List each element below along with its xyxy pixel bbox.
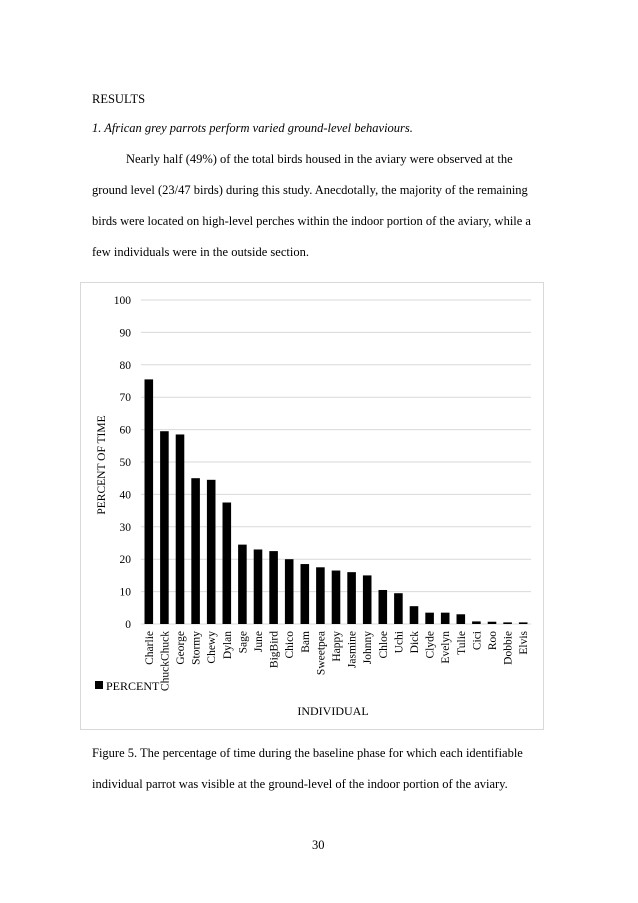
x-tick-label: Elvis [518, 631, 531, 655]
paragraph-line-1: Nearly half (49%) of the total birds housed in the aviary were observed at the [126, 152, 513, 166]
bar-chloe [379, 590, 388, 624]
y-tick-label: 100 [113, 295, 131, 307]
bar-dick [410, 606, 419, 624]
y-tick-label: 20 [119, 554, 131, 567]
x-tick-label: Clyde [424, 631, 437, 659]
bar-stormy [191, 478, 200, 624]
y-tick-label: 60 [119, 424, 131, 437]
page-number: 30 [312, 838, 325, 852]
figure-caption-line-2: individual parrot was visible at the ground-level of the indoor portion of the aviary. [92, 777, 508, 791]
paragraph-line-4: few individuals were in the outside section. [92, 245, 309, 259]
x-tick-label: Stormy [190, 631, 203, 665]
x-tick-label: Jasmine [346, 631, 359, 669]
bar-evelyn [441, 613, 450, 624]
bar-cici [472, 621, 481, 624]
figure-caption-line-1: Figure 5. The percentage of time during the baseline phase for which each identifiable [92, 746, 523, 760]
legend-swatch [95, 681, 103, 689]
bar-sweetpea [316, 567, 325, 624]
x-tick-label: Chewy [206, 631, 219, 664]
bar-jasmine [347, 572, 356, 624]
y-tick-label: 50 [119, 457, 131, 469]
x-tick-label: Roo [487, 631, 499, 651]
x-tick-label: June [253, 631, 265, 653]
bar-bam [301, 564, 310, 624]
subsection-heading: 1. African grey parrots perform varied ground-level behaviours. [92, 121, 413, 135]
bar-johnny [363, 575, 372, 624]
bar-bigbird [269, 551, 278, 624]
bar-charlie [145, 379, 154, 624]
bar-tulie [457, 614, 466, 624]
x-tick-label: Chloe [377, 631, 390, 659]
bar-chart [80, 282, 544, 730]
x-tick-label: Johnny [362, 631, 375, 665]
x-tick-label: Dylan [221, 631, 234, 660]
y-tick-label: 0 [125, 619, 131, 631]
bar-happy [332, 571, 341, 624]
x-tick-label: BigBird [268, 631, 281, 669]
bar-june [254, 549, 263, 624]
paragraph-line-2: ground level (23/47 birds) during this study. Anecdotally, the majority of the remaining [92, 183, 528, 197]
y-axis-label: PERCENT OF TIME [96, 415, 108, 515]
section-heading: RESULTS [92, 92, 146, 106]
bar-roo [488, 622, 497, 624]
y-tick-label: 80 [119, 359, 131, 372]
x-tick-label: Cici [471, 631, 484, 651]
x-tick-label: Bam [299, 631, 312, 653]
x-tick-label: Evelyn [440, 631, 453, 664]
bar-sage [238, 545, 247, 624]
y-tick-label: 30 [119, 521, 131, 534]
x-tick-label: Happy [331, 631, 343, 662]
paragraph-line-3: birds were located on high-level perches within the indoor portion of the aviary, while a [92, 214, 531, 228]
bar-elvis [519, 622, 528, 624]
bar-chico [285, 559, 294, 624]
bar-dobbie [503, 622, 512, 624]
x-tick-label: Sage [237, 631, 250, 654]
bar-uchi [394, 593, 403, 624]
y-tick-label: 10 [119, 586, 131, 599]
bar-chuckchuck [160, 431, 169, 624]
x-axis-label: INDIVIDUAL [297, 704, 369, 718]
x-tick-label: Sweetpea [315, 631, 328, 676]
y-tick-label: 90 [119, 327, 131, 340]
bar-george [176, 434, 185, 624]
x-tick-label: Charlie [143, 631, 156, 665]
x-tick-label: Dick [409, 631, 421, 654]
x-tick-label: Uchi [393, 631, 406, 654]
bar-chewy [207, 480, 216, 624]
x-tick-label: ChuckChuck [159, 631, 172, 692]
bar-dylan [223, 503, 232, 625]
y-tick-label: 40 [119, 489, 131, 502]
legend-label: PERCENT [106, 679, 160, 693]
x-tick-label: George [175, 631, 187, 665]
y-tick-label: 70 [119, 392, 131, 405]
x-tick-label: Dobbie [502, 631, 515, 665]
x-tick-label: Tulie [455, 631, 468, 655]
bar-clyde [425, 613, 434, 624]
x-tick-label: Chico [284, 631, 297, 659]
